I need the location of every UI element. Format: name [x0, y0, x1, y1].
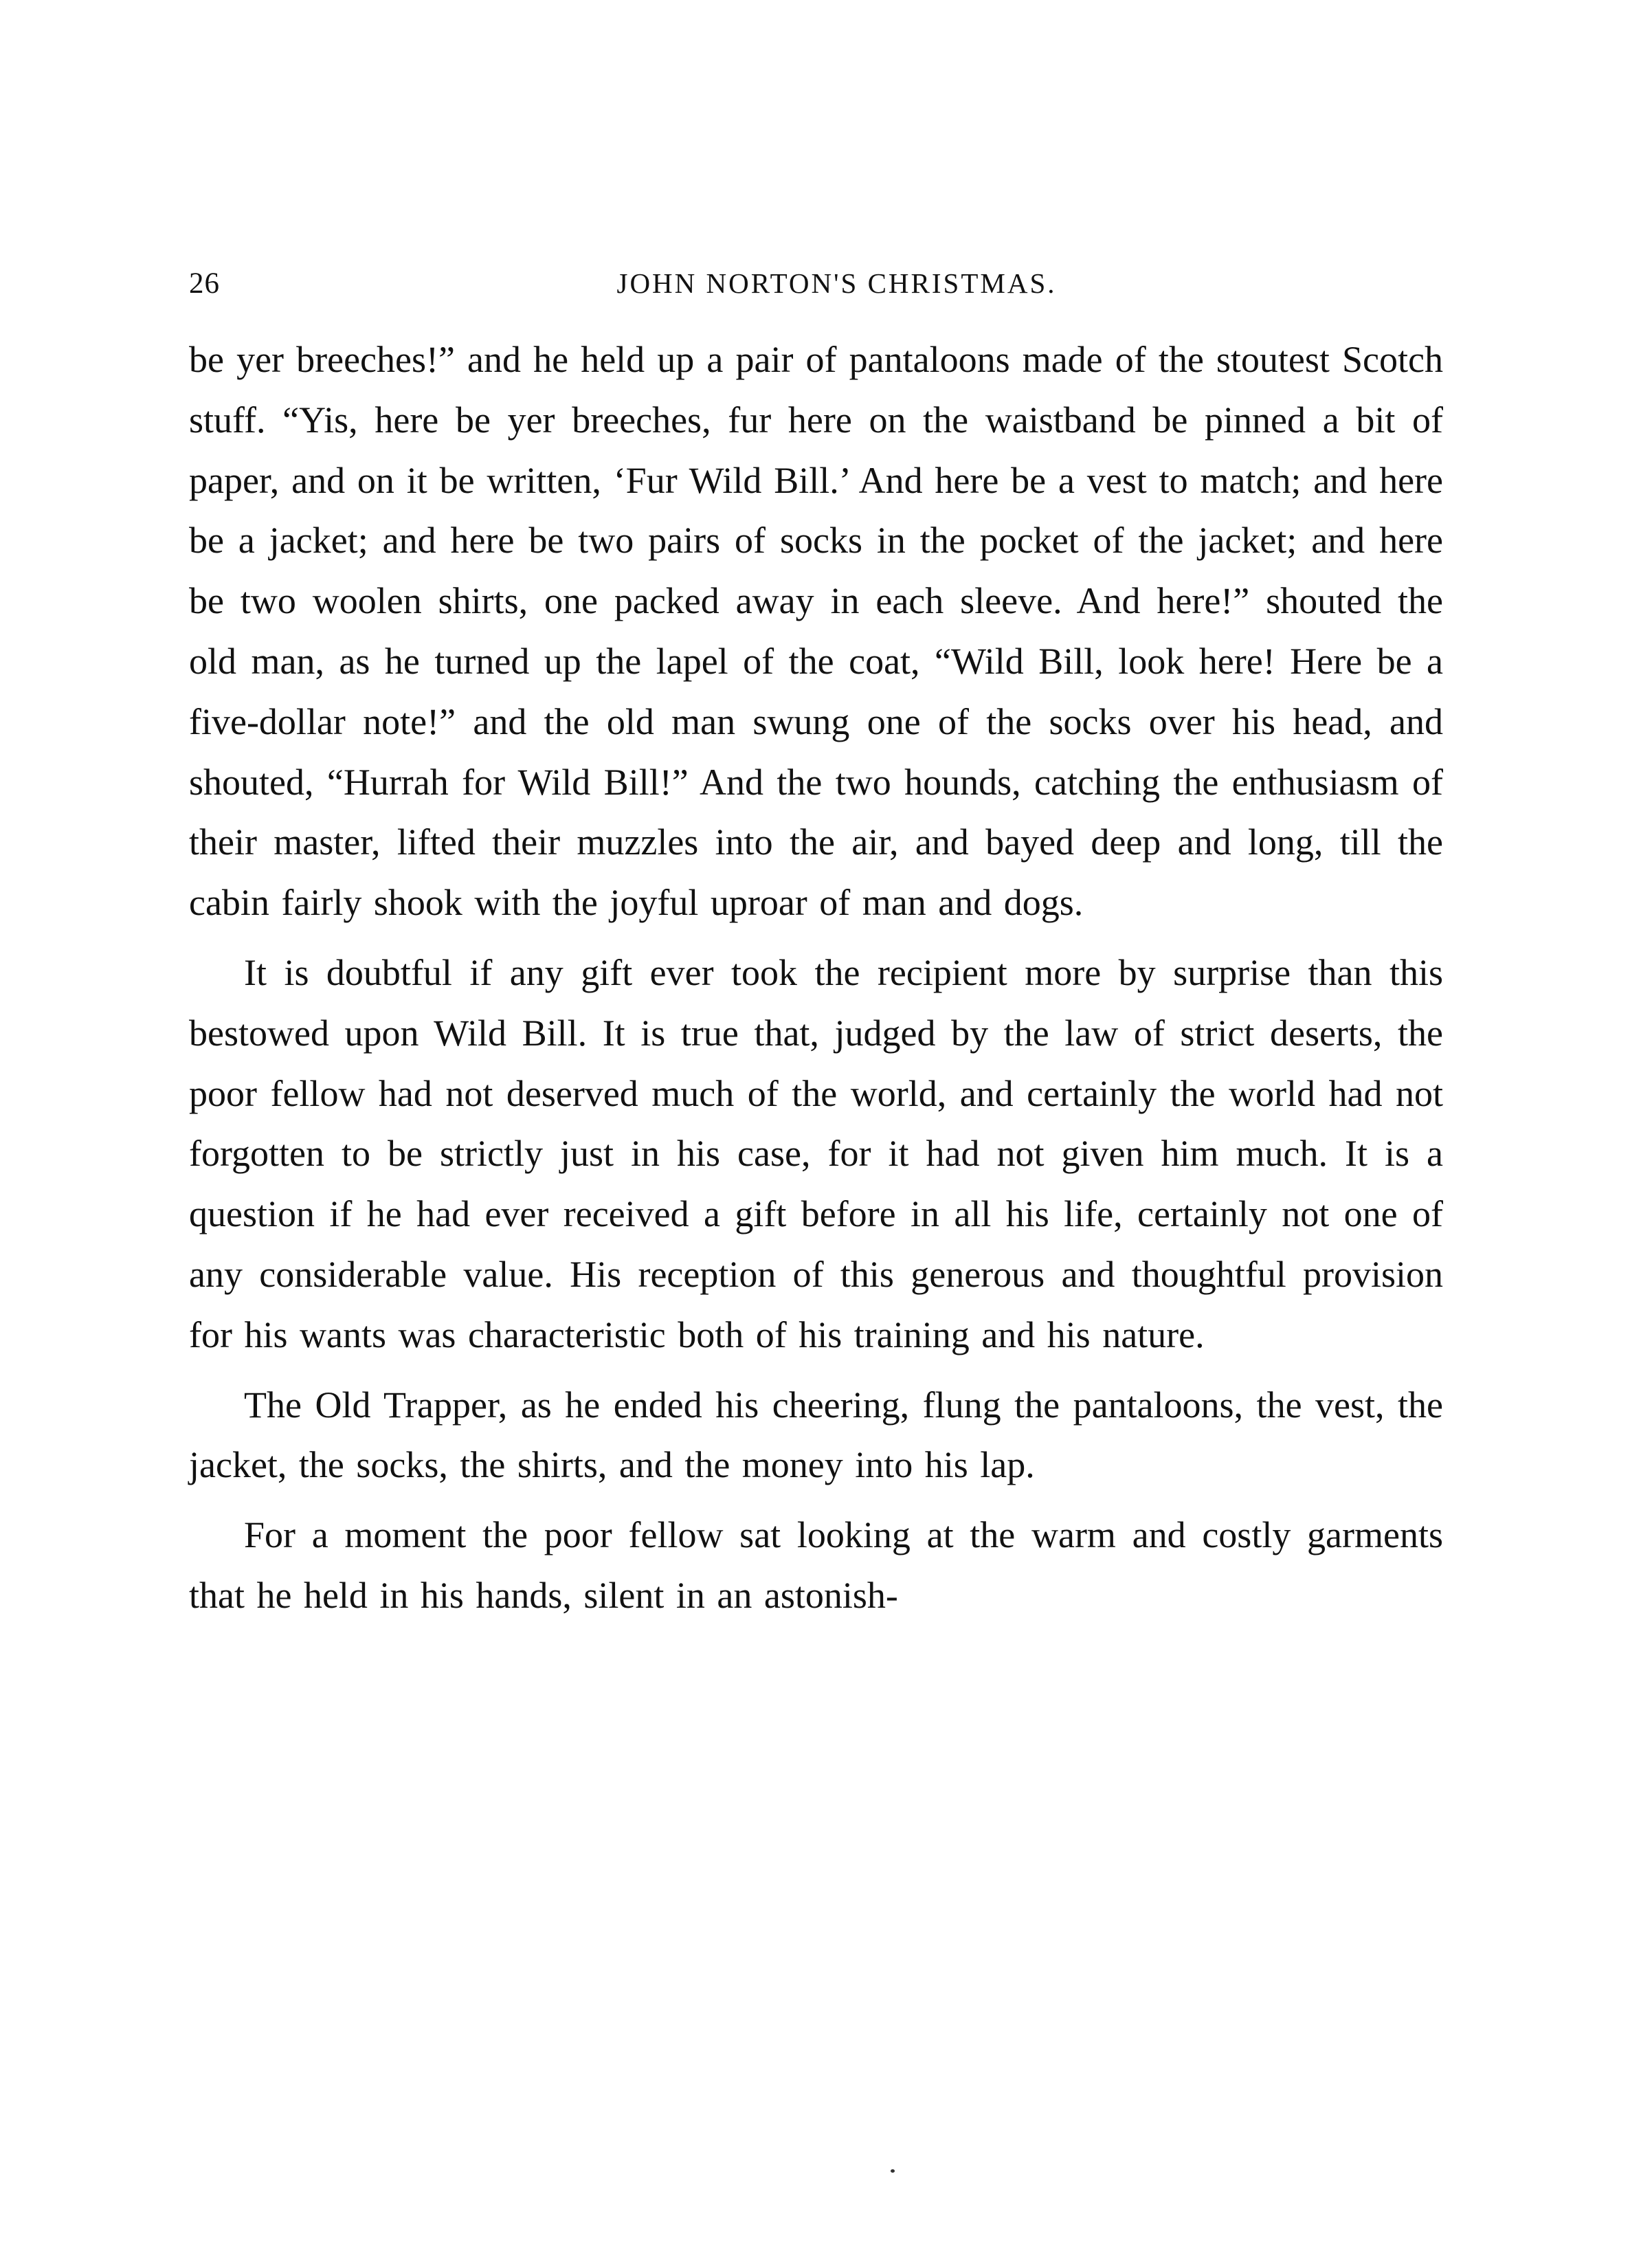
paragraph-2: It is doubtful if any gift ever took the recipient more by surprise than this bestowed upon Wild Bill. It is true that, judged by the law of strict deserts, the poor fellow had not deserved much of the world, and certainly the world had not forgotten to be strictly just in his case, for it had not given him much. It is a question if he had ever received a gift before in all his life, certainly not one of any considerable value. His reception of this generous and thoughtful provision for his wants was characteristic both of his training and his nature. — [189, 951, 1443, 1355]
book-title: JOHN NORTON'S CHRISTMAS. — [616, 267, 1057, 299]
paragraph-1: be yer breeches!” and he held up a pair of pantaloons made of the stoutest Scotch stuff. “Yis, here be yer breeches, fur here on the waistband be pinned a bit of paper, and on it be written, ‘Fur Wild Bill.’ And here be a vest to match; and here be a jacket; and here be two pairs of socks in the pocket of the jacket; and here be two woolen shirts, one packed away in each sleeve. And here!” shouted the old man, as he turned up the lapel of the coat, “Wild Bill, look here! Here be a five-dollar note!” and the old man swung one of the socks over his head, and shouted, “Hurrah for Wild Bill!” And the two hounds, catching the enthusiasm of their master, lifted their muzzles into the air, and bayed deep and long, till the cabin fairly shook with the joyful uproar of man and dogs. — [189, 339, 1443, 924]
paragraph-4: For a moment the poor fellow sat looking at the warm and costly garments that he held in his hands, silent in an astonish- — [189, 1514, 1443, 1616]
page-number: 26 — [189, 267, 220, 300]
body-text — [189, 330, 1443, 1626]
paragraph-3: The Old Trapper, as he ended his cheering, flung the pantaloons, the vest, the jacket, the socks, the shirts, and the money into his lap. — [189, 1384, 1443, 1486]
ink-speck — [891, 2169, 895, 2173]
running-head — [189, 267, 1443, 308]
